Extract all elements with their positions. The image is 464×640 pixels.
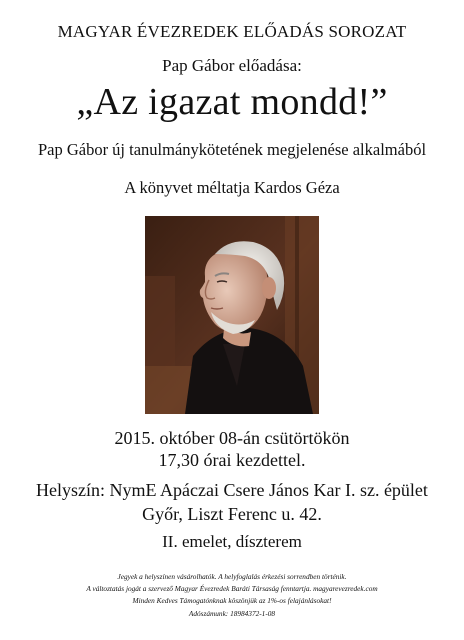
event-venue: Helyszín: NymE Apáczai Csere János Kar I. sz. épület	[36, 480, 428, 500]
series-title: MAGYAR ÉVEZREDEK ELŐADÁS SOROZAT	[57, 22, 407, 41]
event-address: Győr, Liszt Ferenc u. 42.	[142, 504, 322, 524]
main-title: „Az igazat mondd!”	[76, 81, 388, 123]
event-time: 17,30 órai kezdettel.	[158, 450, 306, 470]
portrait-photo	[145, 216, 319, 414]
occasion-line: Pap Gábor új tanulmánykötetének megjelenése alkalmából	[37, 140, 427, 159]
footer-thanks-note: Minden Kedves Támogatónknak köszönjük az 1%-os felajánlásokat!	[132, 596, 332, 605]
footer-rights-note: A változtatás jogát a szervező Magyar Évezredek Baráti Társaság fenntartja. magyarevezredek.com	[86, 584, 378, 593]
presenter-line: Pap Gábor előadása:	[162, 56, 302, 75]
reviewer-line: A könyvet méltatja Kardos Géza	[124, 178, 340, 197]
footer-tax-number: Adószámunk: 18984372-1-08	[188, 609, 276, 618]
event-room: II. emelet, díszterem	[162, 532, 302, 551]
footer-tickets-note: Jegyek a helyszínen vásárolhatók. A helyfoglalás érkezési sorrendben történik.	[117, 572, 347, 581]
event-date: 2015. október 08-án csütörtökön	[114, 428, 350, 448]
